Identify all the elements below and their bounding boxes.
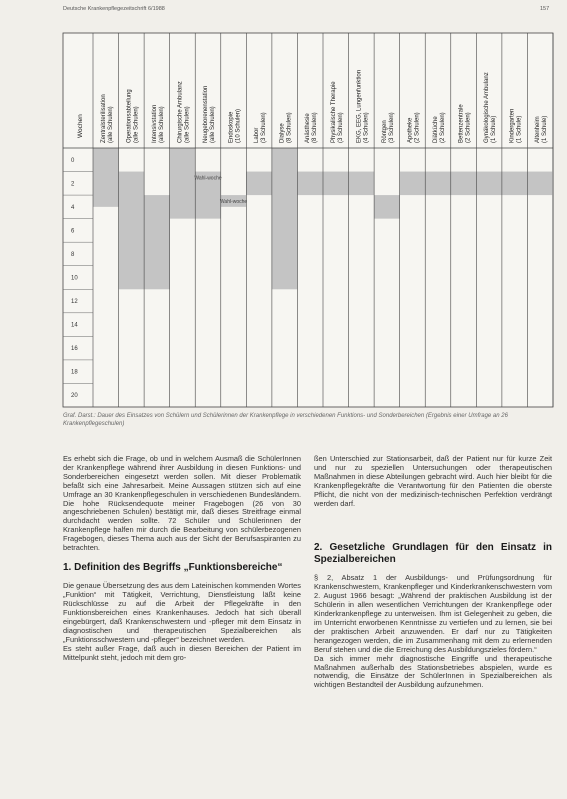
duration-bar [527,172,553,196]
duration-bar [476,172,502,196]
column-label: Physikalische Therapie(3 Schulen) [330,81,344,143]
duration-bar [349,172,375,196]
row-label: 14 [71,322,78,329]
page-number: 157 [540,6,550,12]
duration-bar [170,148,196,219]
row-label: 18 [71,369,78,376]
duration-bar [119,172,145,290]
duration-bar [425,172,451,196]
section-heading-1: 1. Definition des Begriffs „Funktionsbereiche“ [63,561,283,573]
row-label: 2 [71,181,75,188]
section-heading-2: 2. Gesetzliche Grundlagen für den Einsatz in Spezialbereichen [314,542,552,565]
row-label: 20 [71,393,78,400]
column-label: Zentralsterilisation(alle Schulen) [100,94,114,143]
column-label: Kindergarten(1 Schule) [509,108,523,143]
column-label: Operationsabteilung(alle Schulen) [126,89,140,143]
column-label: Neugeborenenstation(alle Schulen) [203,85,216,143]
column-label: Apotheke(2 Schulen) [407,112,421,143]
column-label: Anästhesie(8 Schulen) [305,112,319,143]
left-column [63,455,301,663]
duration-bar [451,172,477,196]
journal-header: Deutsche Krankenpflegezeitschrift 6/1988 [63,6,165,12]
paragraph: Da sich immer mehr diagnostische Eingriffe und therapeutische Maßnahmen außerhalb des Stationsbetriebes abspielen, wurde es notwendig, die Einsätze der SchülerInnen in Spezialbereichen als wichtigen Bestandteil der Ausbildung aufzunehmen. [314,653,552,690]
row-header: Wochen [77,114,84,138]
right-column [314,455,552,690]
row-label: 0 [71,157,75,164]
bar-note: Wahl-woche [194,175,222,182]
column-label: Röntgen(3 Schulen) [381,112,395,143]
duration-bar [374,195,400,219]
duration-bar [272,148,298,289]
column-label: Intensivstation(alle Schulen) [151,104,165,143]
paragraph: § 2, Absatz 1 der Ausbildungs- und Prüfungsordnung für Krankenschwestern, Krankenpfleger und Kinderkrankenschwestern vom 2. August 1966 besagt: „Während der praktischen Ausbildung ist der Schülerin in allen wesentlichen Verrichtungen der Krankenpflege oder Kinderkrankenpflege zu unterweisen. Ihm ist Gelegenheit zu geben, die im Unterricht erworbenen Kenntnisse zu vertiefen und zu lernen, sie bei der praktischen Arbeit anzuwenden. Er darf nur zu Tätigkeiten herangezogen werden, die im Zusammenhang mit dem zu erlernenden Beruf stehen und die die Erreichung des Ausbildungszieles fördern.“ [314,573,552,654]
column-label: EKG, EEG, Lungenfunktion(4 Schulen) [356,69,370,143]
row-label: 16 [71,346,78,353]
column-label: Diätküche(2 Schulen) [433,112,446,143]
column-label: Endoskopie(10 Schulen) [228,108,242,143]
row-label: 4 [71,204,75,211]
bar-note: Wahl-woche [219,199,248,206]
duration-bar [246,172,272,196]
row-label: 6 [71,228,75,235]
paragraph: Es erhebt sich die Frage, ob und in welchem Ausmaß die SchülerInnen der Krankenpflege während ihrer Ausbildung in diesen Funktions- und Sonderbereichen eingesetzt werden sollen. Mit dieser Problematik befaßt sich eine Jahresarbeit. Meine Aussagen stützen sich auf eine Umfrage an 30 Krankenpflegeschulen in verschiedenen Bundesländern. Die hohe Rücksendequote meiner Fragebogen (26 von 30 angeschriebenen Schulen) bestätigt mir, daß dieses Streitfrage einmal durchdacht werden sollte. 72 Schüler und Schülerinnen der Krankenpflege halfen mir durch die Bearbeitung von schülerbezogenen Fragebogen, dieses Thema auch aus der Sicht der Berufsaspiranten zu betrachten. [63,454,301,553]
row-label: 10 [71,275,78,282]
column-label: Dialyse(8 Schulen) [279,112,293,143]
duration-bar [93,148,119,207]
duration-bar [400,172,426,196]
chart-caption: Graf. Darst.: Dauer des Einsatzes von Schülern und Schülerinnen der Krankenpflege in verschiedenen Funktions- und Sonderbereichen (Ergebnis einer Umfrage an 26 Krankenpflegeschulen) [63,413,508,428]
column-label: Altenheim(1 Schule) [535,115,549,143]
duration-bar [323,172,349,196]
column-label: Chirurgische Ambulanz(alle Schulen) [177,81,191,143]
row-label: 12 [71,299,78,306]
column-label: Bettenzentrale(2 Schulen) [458,104,472,143]
paragraph: Die genaue Übersetzung des aus dem Lateinischen kommenden Wortes „Funktion“ mit Tätigkeit, Verrichtung, Dienstleistung läßt keine Rückschlüsse zu auf die Arbeit der Pflegekräfte in den Funktionsbereichen eines Krankenhauses. Jedoch hat sich überall eingebürgert, daß Krankenschwestern und -pfleger mit dem Einsatz in diagnostischen und therapeutischen Spezialbereichen als „Funktionsschwestern und -pfleger“ bezeichnet werden. [63,581,301,644]
duration-bar [502,172,528,196]
row-label: 8 [71,251,75,258]
paragraph: ßen Unterschied zur Stationsarbeit, daß der Patient nur für kurze Zeit und nur zu speziellen Untersuchungen oder therapeutischen Maßnahmen in diese Abteilungen gebracht wird. Auch hier bleibt für die Krankenpflegekräfte die Verantwortung für den Patienten die oberste Pflicht, die nicht von der medizinisch-technischen Perfektion verdrängt werden darf. [314,454,552,508]
duration-bar [297,172,323,196]
column-label: Gynäkologische Ambulanz(1 Schule) [484,72,498,143]
column-label: Labor(3 Schulen) [254,112,268,143]
paragraph: Es steht außer Frage, daß auch in diesen Bereichen der Patient im Mittelpunkt steht, jedoch mit dem gro- [63,643,301,662]
duration-bar [144,195,170,289]
